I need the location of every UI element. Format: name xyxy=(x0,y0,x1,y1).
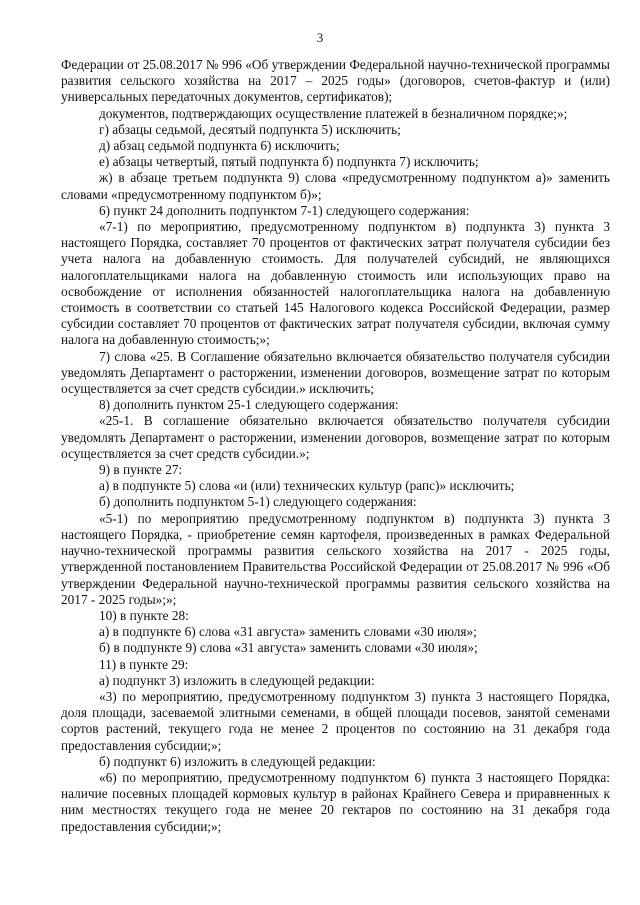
paragraph: ж) в абзаце третьем подпункта 9) слова «предусмотренному подпунктом а)» заменить словами «предусмотренному подпунктом б)»; xyxy=(61,170,610,202)
paragraph: Федерации от 25.08.2017 № 996 «Об утверждении Федеральной научно-технической программы развития сельского хозяйства на 2017 – 2025 годы» (договоров, счетов-фактур и (или) универсальных передаточных документов, сертификатов); xyxy=(61,57,610,105)
paragraph: 7) слова «25. В Соглашение обязательно включается обязательство получателя субсидии уведомлять Департамент о расторжении, изменении договоров, возмещение затрат по которым осуществляется за счет средств субсидии.» исключить; xyxy=(61,348,610,397)
paragraph: а) подпункт 3) изложить в следующей редакции: xyxy=(99,672,375,688)
paragraph: 10) в пункте 28: xyxy=(99,607,189,623)
paragraph: документов, подтверждающих осуществление платежей в безналичном порядке;»; xyxy=(99,105,568,121)
paragraph: «25-1. В соглашение обязательно включается обязательство получателя субсидии уведомлять Департамент о расторжении, изменении договоров, возмещение затрат по которым осуществляется за счет средств субсидии.»; xyxy=(61,413,610,461)
paragraph: «7-1) по мероприятию, предусмотренному подпунктом в) подпункта 3) пункта 3 настоящего Порядка, составляет 70 процентов от фактических затрат получателя субсидии без учета налога на добавленную стоимость. Для получателей субсидий, не являющихся налогоплательщиками налога на добавленную стоимость или использующих право на освобождение от исполнения обязанностей налогоплательщика налога на добавленную стоимость в соответствии со статьей 145 Налогового кодекса Российской Федерации, размер субсидии составляет 70 процентов от фактических затрат получателя субсидии, включая сумму налога на добавленную стоимость;»; xyxy=(61,219,610,348)
paragraph: г) абзацы седьмой, десятый подпункта 5) исключить; xyxy=(99,121,401,137)
paragraph: е) абзацы четвертый, пятый подпункта б) подпункта 7) исключить; xyxy=(99,154,479,170)
paragraph: б) подпункт 6) изложить в следующей редакции: xyxy=(99,753,376,769)
document-body xyxy=(61,57,610,835)
paragraph: д) абзац седьмой подпункта 6) исключить; xyxy=(99,138,340,154)
paragraph: б) в подпункте 9) слова «31 августа» заменить словами «30 июля»; xyxy=(99,640,478,656)
page-number: 3 xyxy=(316,30,324,45)
paragraph: 11) в пункте 29: xyxy=(99,656,189,672)
paragraph: 8) дополнить пунктом 25-1 следующего содержания: xyxy=(99,397,399,413)
paragraph: «3) по мероприятию, предусмотренному подпунктом 3) пункта 3 настоящего Порядка, доля площади, засеваемой элитными семенами, в общей площади посевов, занятой семенами сортов растений, текущего года не менее 2 процентов по состоянию на 31 декабря года предоставления субсидии;»; xyxy=(61,688,610,753)
paragraph: 9) в пункте 27: xyxy=(99,462,183,478)
paragraph: а) в подпункте 5) слова «и (или) технических культур (рапс)» исключить; xyxy=(99,478,515,494)
paragraph: б) дополнить подпунктом 5-1) следующего содержания: xyxy=(99,494,417,510)
paragraph: 6) пункт 24 дополнить подпунктом 7-1) следующего содержания: xyxy=(99,202,470,218)
paragraph: «5-1) по мероприятию предусмотренному подпунктом в) подпункта 3) пункта 3 настоящего Порядка, - приобретение семян картофеля, произведенных в рамках Федеральной научно-технической программы развития сельского хозяйства на 2017 - 2025 годы, утвержденной постановлением Правительства Российской Федерации от 25.08.2017 № 996 «Об утверждении Федеральной научно-технической программы развития сельского хозяйства на 2017 - 2025 годы»;»; xyxy=(61,510,610,607)
paragraph: «6) по мероприятию, предусмотренному подпунктом 6) пункта 3 настоящего Порядка: наличие посевных площадей кормовых культур в районах Крайнего Севера и приравненных к ним местностях текущего года не менее 20 гектаров по состоянию на 31 декабря года предоставления субсидии;»; xyxy=(61,769,610,834)
paragraph: а) в подпункте 6) слова «31 августа» заменить словами «30 июля»; xyxy=(99,624,477,640)
